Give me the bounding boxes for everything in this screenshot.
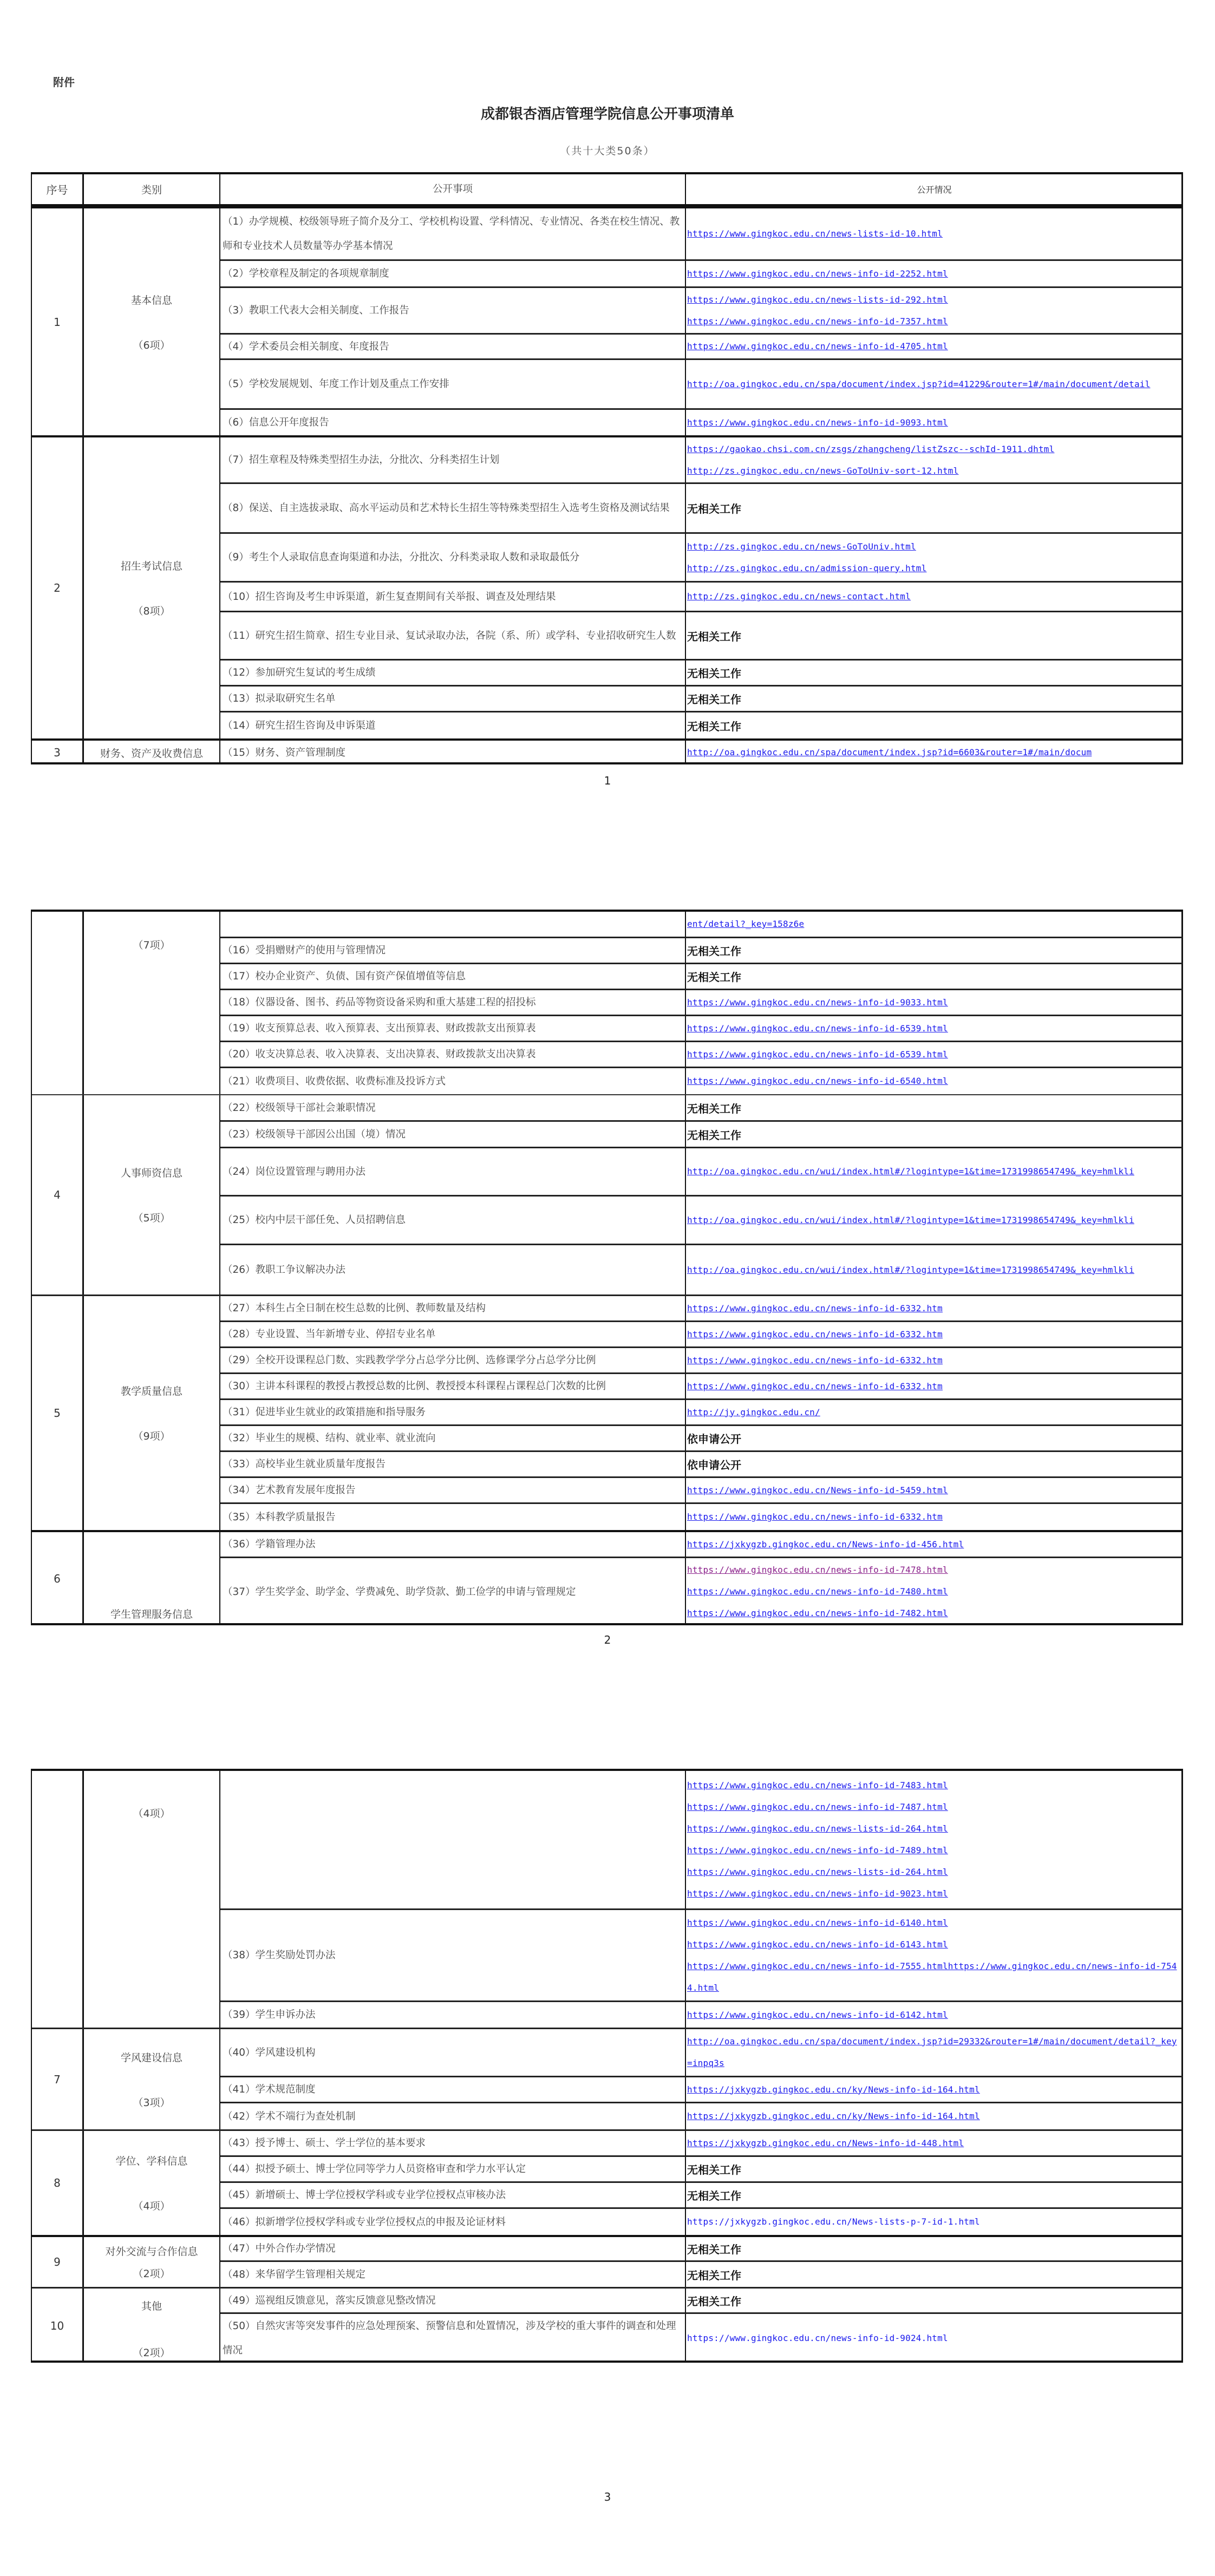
status-text: 依申请公开: [687, 1459, 741, 1472]
item-text: （36）学籍管理办法: [220, 1532, 686, 1558]
page-number: 2: [604, 1633, 611, 1646]
item-status: [686, 2029, 1183, 2077]
group-category: [84, 2289, 220, 2363]
item-status: [686, 2262, 1183, 2287]
group-number: 10: [32, 2289, 84, 2363]
item-status: [686, 1771, 1183, 1910]
category-name: 其他: [141, 2300, 162, 2312]
item-text: （15）财务、资产管理制度: [220, 741, 686, 764]
item-status: [686, 1426, 1183, 1452]
item-status: [686, 1016, 1183, 1042]
item-text: （45）新增硕士、博士学位授权学科或专业学位授权点审核办法: [220, 2183, 686, 2209]
attachment-label: 附件: [53, 76, 75, 89]
category-count: （4项）: [133, 2200, 171, 2212]
disclosure-link[interactable]: https://jxkygzb.gingkoc.edu.cn/News-info-id-448.html: [687, 2137, 964, 2148]
group-category: [84, 2131, 220, 2235]
status-text: 无相关工作: [687, 630, 741, 643]
item-status: [686, 2131, 1183, 2157]
group-category: [84, 2029, 220, 2129]
item-status: [686, 2002, 1183, 2028]
item-text: （21）收费项目、收费依据、收费标准及投诉方式: [220, 1068, 686, 1094]
item-status: [686, 938, 1183, 964]
disclosure-link[interactable]: https://jxkygzb.gingkoc.edu.cn/News-lists-p-7-id-1.html: [687, 2217, 980, 2227]
disclosure-link[interactable]: https://www.gingkoc.edu.cn/News-info-id-5459.html: [687, 1485, 948, 1495]
item-text: （43）授予博士、硕士、学士学位的基本要求: [220, 2131, 686, 2157]
disclosure-link[interactable]: ent/detail?_key=158z6e: [687, 919, 805, 929]
disclosure-link[interactable]: https://www.gingkoc.edu.cn/news-info-id-6332.htm: [687, 1303, 943, 1313]
item-text: （29）全校开设课程总门数、实践教学学分占总学分比例、选修课学分占总学分比例: [220, 1348, 686, 1374]
item-status: [686, 1197, 1183, 1245]
item-text: （12）参加研究生复试的考生成绩: [220, 661, 686, 687]
item-text: （44）拟授予硕士、博士学位同等学力人员资格审查和学力水平认定: [220, 2157, 686, 2183]
item-text: （32）毕业生的规模、结构、就业率、就业流向: [220, 1426, 686, 1452]
item-text: （19）收支预算总表、收入预算表、支出预算表、财政拨款支出预算表: [220, 1016, 686, 1042]
item-status: [686, 1400, 1183, 1426]
group-category: [84, 1532, 220, 1625]
group-number: 8: [32, 2131, 84, 2235]
item-status: [686, 687, 1183, 712]
item-text: （47）中外合作办学情况: [220, 2237, 686, 2262]
disclosure-link[interactable]: https://www.gingkoc.edu.cn/news-info-id-9093.html: [687, 417, 948, 428]
item-text: （3）教职工代表大会相关制度、工作报告: [220, 288, 686, 335]
group-category: [84, 1771, 220, 1855]
item-text: （39）学生申诉办法: [220, 2002, 686, 2028]
disclosure-link[interactable]: https://www.gingkoc.edu.cn/news-info-id-7483.html: [687, 1780, 948, 1790]
disclosure-link[interactable]: https://www.gingkoc.edu.cn/news-info-id-7478.html: [687, 1565, 948, 1575]
header-item: 公开事项: [220, 174, 686, 206]
category-count: （7项）: [133, 939, 171, 951]
item-status: [686, 990, 1183, 1016]
status-text: 依申请公开: [687, 1433, 741, 1446]
item-text: （40）学风建设机构: [220, 2029, 686, 2077]
item-status: [686, 2077, 1183, 2103]
item-status: [686, 2157, 1183, 2183]
item-status: [686, 1478, 1183, 1504]
item-status: [686, 912, 1183, 938]
disclosure-link[interactable]: https://www.gingkoc.edu.cn/news-info-id-6142.html: [687, 2009, 948, 2020]
item-text: （48）来华留学生管理相关规定: [220, 2262, 686, 2287]
item-text: （33）高校毕业生就业质量年度报告: [220, 1452, 686, 1478]
item-status: [686, 2209, 1183, 2235]
item-text: （42）学术不端行为查处机制: [220, 2103, 686, 2129]
page-number: 3: [604, 2490, 611, 2503]
item-status: [686, 2289, 1183, 2314]
item-status: [686, 1532, 1183, 1558]
category-count: （5项）: [133, 1212, 171, 1224]
group-category-filler: [84, 977, 220, 1094]
disclosure-link[interactable]: https://www.gingkoc.edu.cn/news-info-id-7555.htmlhttps://www.gingkoc.edu.cn/news-info-id-7544.html: [687, 1960, 1177, 1993]
item-text: （31）促进毕业生就业的政策措施和指导服务: [220, 1400, 686, 1426]
disclosure-link[interactable]: https://www.gingkoc.edu.cn/news-lists-id-264.html: [687, 1867, 948, 1877]
item-status: [686, 261, 1183, 288]
group-number: 5: [32, 1296, 84, 1530]
item-status: [686, 2237, 1183, 2262]
disclosure-link[interactable]: https://www.gingkoc.edu.cn/news-info-id-7487.html: [687, 1802, 948, 1812]
status-text: 无相关工作: [687, 971, 741, 984]
disclosure-link[interactable]: https://www.gingkoc.edu.cn/news-lists-id-292.html: [687, 294, 948, 305]
item-text: （9）考生个人录取信息查询渠道和办法，分批次、分科类录取人数和录取最低分: [220, 534, 686, 583]
disclosure-link[interactable]: https://www.gingkoc.edu.cn/news-lists-id-264.html: [687, 1823, 948, 1834]
disclosure-link[interactable]: http://oa.gingkoc.edu.cn/wui/index.html#/?logintype=1&time=1731998654749&_key=hmlkli: [687, 1166, 1134, 1176]
disclosure-link[interactable]: http://oa.gingkoc.edu.cn/wui/index.html#/?logintype=1&time=1731998654749&_key=hmlkli: [687, 1214, 1134, 1225]
item-status: [686, 1095, 1183, 1122]
item-status: [686, 208, 1183, 261]
status-text: 无相关工作: [687, 2243, 741, 2256]
status-text: 无相关工作: [687, 2268, 741, 2282]
item-text: （23）校级领导干部因公出国（境）情况: [220, 1122, 686, 1148]
item-status: [686, 1452, 1183, 1478]
category-count: （2项）: [133, 2347, 171, 2359]
group-category-filler: [84, 1855, 220, 2028]
item-text: （22）校级领导干部社会兼职情况: [220, 1095, 686, 1122]
item-status: [686, 2103, 1183, 2129]
item-status: [686, 288, 1183, 335]
disclosure-link[interactable]: https://www.gingkoc.edu.cn/news-info-id-6332.htm: [687, 1381, 943, 1391]
category-name: 对外交流与合作信息: [105, 2246, 198, 2258]
item-text: （6）信息公开年度报告: [220, 410, 686, 435]
status-text: 无相关工作: [687, 502, 741, 515]
disclosure-link[interactable]: https://www.gingkoc.edu.cn/news-info-id-7482.html: [687, 1608, 948, 1618]
item-text: （46）拟新增学位授权学科或专业学位授权点的申报及论证材料: [220, 2209, 686, 2235]
item-text: （16）受捐赠财产的使用与管理情况: [220, 938, 686, 964]
item-text: （24）岗位设置管理与聘用办法: [220, 1148, 686, 1197]
item-text: （4）学术委员会相关制度、年度报告: [220, 335, 686, 360]
disclosure-link[interactable]: https://www.gingkoc.edu.cn/news-info-id-6539.html: [687, 1049, 948, 1060]
category-name: 财务、资产及收费信息: [100, 747, 203, 760]
item-status: [686, 2183, 1183, 2209]
item-text: （26）教职工争议解决办法: [220, 1245, 686, 1294]
page-number: 1: [604, 774, 611, 787]
category-name: 学生管理服务信息: [110, 1609, 193, 1620]
item-status: [686, 1122, 1183, 1148]
disclosure-link[interactable]: http://jy.gingkoc.edu.cn/: [687, 1407, 820, 1417]
category-name: 招生考试信息: [120, 560, 182, 572]
item-text: （28）专业设置、当年新增专业、停招专业名单: [220, 1322, 686, 1348]
group-number: 6: [32, 1532, 84, 1625]
status-text: 无相关工作: [687, 2189, 741, 2202]
item-text: （37）学生奖学金、助学金、学费减免、助学贷款、勤工俭学的申请与管理规定: [220, 1558, 686, 1625]
document-title: 成都银杏酒店管理学院信息公开事项清单: [480, 106, 734, 122]
disclosure-link[interactable]: http://oa.gingkoc.edu.cn/wui/index.html#/?logintype=1&time=1731998654749&_key=hmlkli: [687, 1264, 1134, 1275]
disclosure-link[interactable]: https://www.gingkoc.edu.cn/news-info-id-7480.html: [687, 1586, 948, 1597]
group-number: [32, 912, 84, 1094]
disclosure-link[interactable]: https://www.gingkoc.edu.cn/news-info-id-9024.html: [687, 2333, 948, 2343]
item-text: （5）学校发展规划、年度工作计划及重点工作安排: [220, 360, 686, 410]
group-number: 4: [32, 1095, 84, 1294]
item-text: （35）本科教学质量报告: [220, 1504, 686, 1530]
group-category: [84, 208, 220, 435]
category-name: 学位、学科信息: [115, 2155, 188, 2167]
header-status: 公开情况: [686, 174, 1183, 206]
disclosure-table-page-2: [31, 910, 1183, 1625]
group-category: [84, 1296, 220, 1530]
category-count: （3项）: [133, 2096, 171, 2109]
item-text: （20）收支决算总表、收入决算表、支出决算表、财政拨款支出决算表: [220, 1042, 686, 1068]
disclosure-link[interactable]: https://www.gingkoc.edu.cn/news-info-id-4705.html: [687, 341, 948, 351]
category-count: （2项）: [133, 2268, 171, 2280]
item-text: （7）招生章程及特殊类型招生办法，分批次、分科类招生计划: [220, 437, 686, 484]
item-text: （17）校办企业资产、负债、国有资产保值增值等信息: [220, 964, 686, 990]
disclosure-link[interactable]: http://oa.gingkoc.edu.cn/spa/document/index.jsp?id=41229&router=1#/main/document/detail: [687, 378, 1151, 389]
category-name: 人事师资信息: [120, 1167, 182, 1179]
item-status: [686, 360, 1183, 410]
item-text: （49）巡视组反馈意见，落实反馈意见整改情况: [220, 2289, 686, 2314]
status-text: 无相关工作: [687, 720, 741, 733]
item-status: [686, 661, 1183, 687]
group-category: [84, 912, 220, 977]
item-text: （38）学生奖励处罚办法: [220, 1910, 686, 2002]
disclosure-link[interactable]: http://zs.gingkoc.edu.cn/news-contact.html: [687, 591, 911, 601]
item-text: （2）学校章程及制定的各项规章制度: [220, 261, 686, 288]
group-category: [84, 741, 220, 764]
disclosure-link[interactable]: https://www.gingkoc.edu.cn/news-info-id-9033.html: [687, 997, 948, 1008]
item-text: （18）仪器设备、图书、药品等物资设备采购和重大基建工程的招投标: [220, 990, 686, 1016]
item-status: [686, 2314, 1183, 2363]
disclosure-link[interactable]: https://www.gingkoc.edu.cn/news-info-id-6540.html: [687, 1076, 948, 1086]
status-text: 无相关工作: [687, 1128, 741, 1142]
item-status: [686, 1910, 1183, 2002]
item-status: [686, 612, 1183, 661]
group-number: 2: [32, 437, 84, 738]
group-category: [84, 2237, 220, 2287]
item-status: [686, 1322, 1183, 1348]
group-number: [32, 1771, 84, 2028]
item-status: [686, 484, 1183, 534]
item-status: [686, 1068, 1183, 1094]
item-status: [686, 1042, 1183, 1068]
item-status: [686, 437, 1183, 484]
header-category: 类别: [84, 174, 220, 206]
item-text: （10）招生咨询及考生申诉渠道，新生复查期间有关举报、调查及处理结果: [220, 583, 686, 612]
item-status: [686, 712, 1183, 738]
group-category: [84, 1095, 220, 1294]
disclosure-link[interactable]: https://www.gingkoc.edu.cn/news-info-id-9023.html: [687, 1888, 948, 1899]
item-text: （50）自然灾害等突发事件的应急处理预案、预警信息和处置情况，涉及学校的重大事件的调查和处理情况: [220, 2314, 686, 2363]
disclosure-link[interactable]: https://gaokao.chsi.com.cn/zsgs/zhangcheng/listZszc--schId-1911.dhtml: [687, 443, 1055, 454]
item-text: （27）本科生占全日制在校生总数的比例、教师数量及结构: [220, 1296, 686, 1322]
item-text: （1）办学规模、校级领导班子简介及分工、学校机构设置、学科情况、专业情况、各类在校生情况、教师和专业技术人员数量等办学基本情况: [220, 208, 686, 261]
item-status: [686, 583, 1183, 612]
item-text-continued: [220, 912, 686, 938]
category-count: （9项）: [133, 1430, 171, 1442]
status-text: 无相关工作: [687, 667, 741, 680]
item-text-continued: [220, 1771, 686, 1910]
group-number: 3: [32, 741, 84, 764]
category-name: 教学质量信息: [120, 1385, 182, 1397]
disclosure-link[interactable]: https://www.gingkoc.edu.cn/news-info-id-7489.html: [687, 1845, 948, 1855]
category-count: （6项）: [133, 339, 171, 351]
group-number: 1: [32, 208, 84, 435]
status-text: 无相关工作: [687, 2294, 741, 2308]
category-count: （8项）: [133, 605, 171, 617]
item-status: [686, 1558, 1183, 1625]
disclosure-table-page-1: [31, 172, 1183, 764]
disclosure-link[interactable]: http://oa.gingkoc.edu.cn/spa/document/index.jsp?id=29332&router=1#/main/document/detail?_key=inpq3s: [687, 2036, 1177, 2068]
disclosure-link[interactable]: https://www.gingkoc.edu.cn/news-info-id-6332.htm: [687, 1355, 943, 1365]
disclosure-link[interactable]: https://jxkygzb.gingkoc.edu.cn/ky/News-info-id-164.html: [687, 2111, 980, 2121]
category-count: （4项）: [133, 1808, 171, 1820]
item-status: [686, 335, 1183, 360]
disclosure-link[interactable]: http://zs.gingkoc.edu.cn/news-GoToUniv.html: [687, 541, 916, 552]
item-text: （8）保送、自主选拔录取、高水平运动员和艺术特长生招生等特殊类型招生入选考生资格及测试结果: [220, 484, 686, 534]
category-name: 学风建设信息: [120, 2051, 182, 2064]
item-status: [686, 1348, 1183, 1374]
status-text: 无相关工作: [687, 945, 741, 958]
disclosure-table-page-3: [31, 1769, 1183, 2363]
disclosure-link[interactable]: http://oa.gingkoc.edu.cn/spa/document/index.jsp?id=6603&router=1#/main/docum: [687, 747, 1092, 757]
disclosure-link[interactable]: https://www.gingkoc.edu.cn/news-info-id-6140.html: [687, 1917, 948, 1928]
disclosure-link[interactable]: https://www.gingkoc.edu.cn/news-lists-id-10.html: [687, 228, 943, 239]
item-status: [686, 1245, 1183, 1294]
disclosure-link[interactable]: https://www.gingkoc.edu.cn/news-info-id-7357.html: [687, 316, 948, 326]
status-text: 无相关工作: [687, 2163, 741, 2176]
disclosure-link[interactable]: https://www.gingkoc.edu.cn/news-info-id-6143.html: [687, 1939, 948, 1950]
document-subtitle: （共十大类50条）: [560, 145, 655, 157]
disclosure-link[interactable]: http://zs.gingkoc.edu.cn/admission-query.html: [687, 563, 927, 573]
item-text: （13）拟录取研究生名单: [220, 687, 686, 712]
status-text: 无相关工作: [687, 693, 741, 706]
item-status: [686, 1148, 1183, 1197]
disclosure-link[interactable]: https://jxkygzb.gingkoc.edu.cn/ky/News-info-id-164.html: [687, 2084, 980, 2095]
disclosure-link[interactable]: https://www.gingkoc.edu.cn/news-info-id-6332.htm: [687, 1512, 943, 1522]
status-text: 无相关工作: [687, 1102, 741, 1115]
item-text: （30）主讲本科课程的教授占教授总数的比例、教授授本科课程占课程总门次数的比例: [220, 1374, 686, 1400]
header-no: 序号: [32, 174, 84, 206]
item-status: [686, 964, 1183, 990]
disclosure-link[interactable]: https://www.gingkoc.edu.cn/news-info-id-2252.html: [687, 268, 948, 279]
item-status: [686, 741, 1183, 764]
disclosure-link[interactable]: https://jxkygzb.gingkoc.edu.cn/News-info-id-456.html: [687, 1539, 964, 1549]
item-text: （41）学术规范制度: [220, 2077, 686, 2103]
group-category: [84, 437, 220, 738]
group-number: 9: [32, 2237, 84, 2287]
group-number: 7: [32, 2029, 84, 2129]
disclosure-link[interactable]: https://www.gingkoc.edu.cn/news-info-id-6332.htm: [687, 1329, 943, 1339]
item-status: [686, 534, 1183, 583]
disclosure-link[interactable]: http://zs.gingkoc.edu.cn/news-GoToUniv-sort-12.html: [687, 465, 959, 476]
item-status: [686, 1374, 1183, 1400]
item-status: [686, 1504, 1183, 1530]
item-text: （11）研究生招生简章、招生专业目录、复试录取办法，各院（系、所）或学科、专业招收研究生人数: [220, 612, 686, 661]
disclosure-link[interactable]: https://www.gingkoc.edu.cn/news-info-id-6539.html: [687, 1023, 948, 1034]
item-status: [686, 410, 1183, 435]
category-name: 基本信息: [130, 294, 172, 306]
item-status: [686, 1296, 1183, 1322]
item-text: （14）研究生招生咨询及申诉渠道: [220, 712, 686, 738]
item-text: （25）校内中层干部任免、人员招聘信息: [220, 1197, 686, 1245]
item-text: （34）艺术教育发展年度报告: [220, 1478, 686, 1504]
